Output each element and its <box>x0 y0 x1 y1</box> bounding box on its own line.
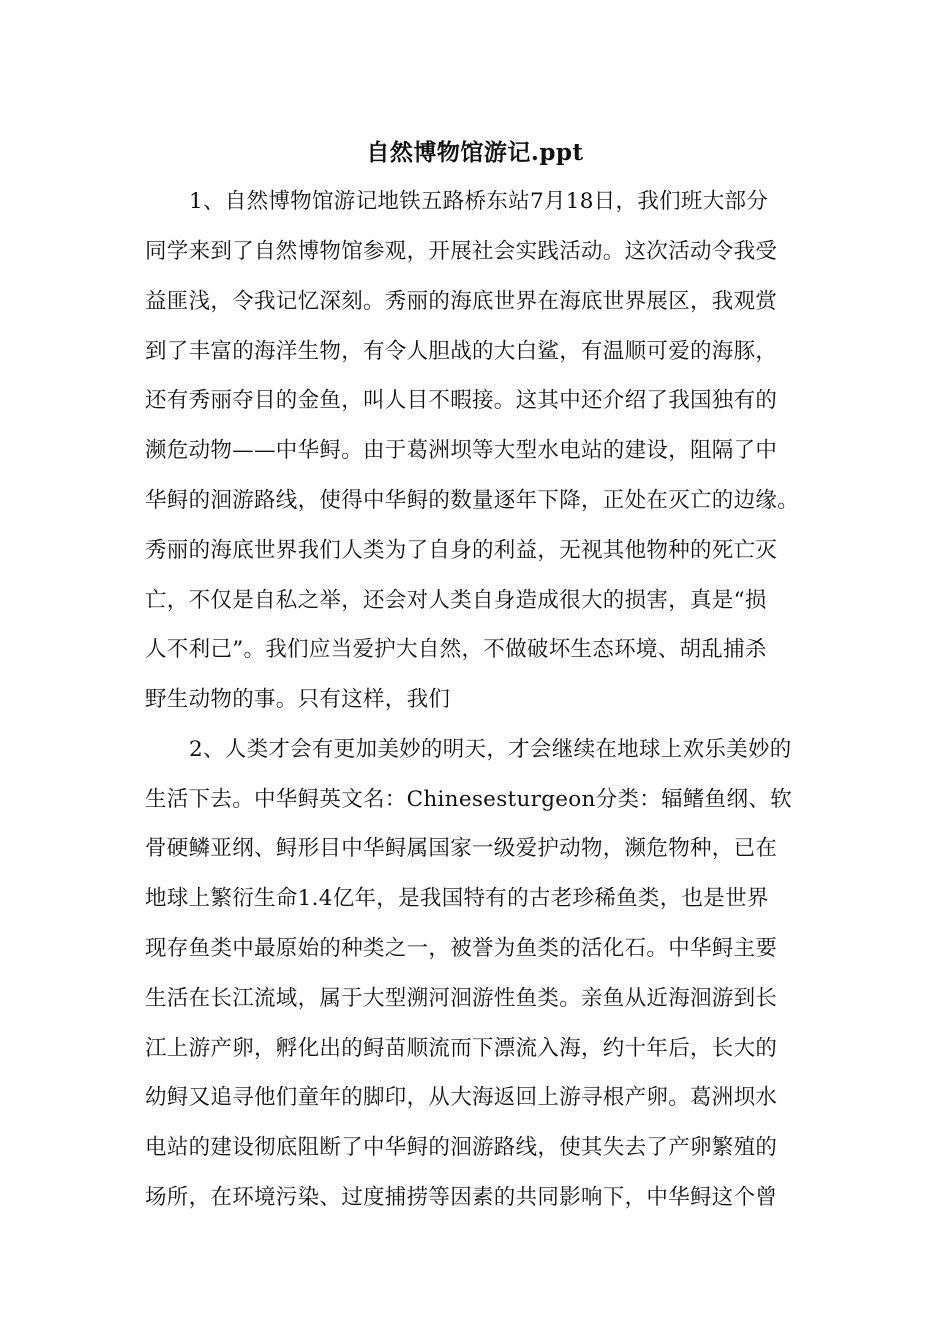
paragraph-1-line-7: 华鲟的洄游路线，使得中华鲟的数量逐年下降，正处在灭亡的边缘。 <box>145 488 800 513</box>
paragraph-2-line-8: 幼鲟又追寻他们童年的脚印，从大海返回上游寻根产卵。葛洲坝水 <box>145 1085 778 1110</box>
paragraph-1-line-3: 益匪浅，令我记忆深刻。秀丽的海底世界在海底世界展区，我观赏 <box>145 289 778 314</box>
paragraph-2-line-2: 生活下去。中华鲟英文名：Chinesesturgeon分类：辐鳍鱼纲、软 <box>145 787 792 812</box>
paragraph-2-line-9: 电站的建设彻底阻断了中华鲟的洄游路线，使其失去了产卵繁殖的 <box>145 1135 778 1160</box>
paragraph-2-line-5: 现存鱼类中最原始的种类之一，被誉为鱼类的活化石。中华鲟主要 <box>145 936 778 961</box>
paragraph-1-line-11: 野生动物的事。只有这样，我们 <box>145 687 451 712</box>
paragraph-1-line-9: 亡，不仅是自私之举，还会对人类自身造成很大的损害，真是“损 <box>145 588 767 613</box>
paragraph-2-line-10: 场所，在环境污染、过度捕捞等因素的共同影响下，中华鲟这个曾 <box>145 1185 778 1210</box>
paragraph-1-line-2: 同学来到了自然博物馆参观，开展社会实践活动。这次活动令我受 <box>145 239 778 264</box>
paragraph-2-line-7: 江上游产卵，孵化出的鲟苗顺流而下漂流入海，约十年后，长大的 <box>145 1036 778 1061</box>
paragraph-1-line-6: 濒危动物——中华鲟。由于葛洲坝等大型水电站的建设，阻隔了中 <box>145 438 778 463</box>
document-title: 自然博物馆游记.ppt <box>366 139 584 166</box>
paragraph-1-line-1: 1、自然博物馆游记地铁五路桥东站7月18日，我们班大部分 <box>189 189 769 214</box>
paragraph-2-line-1: 2、人类才会有更加美妙的明天，才会继续在地球上欢乐美妙的 <box>189 737 792 762</box>
paragraph-2-line-3: 骨硬鳞亚纲、鲟形目中华鲟属国家一级爱护动物，濒危物种，已在 <box>145 836 778 861</box>
paragraph-2-line-6: 生活在长江流域，属于大型溯河洄游性鱼类。亲鱼从近海洄游到长 <box>145 986 778 1011</box>
paragraph-1-line-8: 秀丽的海底世界我们人类为了自身的利益，无视其他物种的死亡灭 <box>145 538 778 563</box>
paragraph-2-line-4: 地球上繁衍生命1.4亿年，是我国特有的古老珍稀鱼类，也是世界 <box>145 886 769 911</box>
paragraph-1-line-4: 到了丰富的海洋生物，有令人胆战的大白鲨，有温顺可爱的海豚， <box>145 339 778 364</box>
paragraph-1-line-10: 人不利己”。我们应当爱护大自然，不做破坏生态环境、胡乱捕杀 <box>145 637 767 662</box>
paragraph-1-line-5: 还有秀丽夺目的金鱼，叫人目不暇接。这其中还介绍了我国独有的 <box>145 388 778 413</box>
